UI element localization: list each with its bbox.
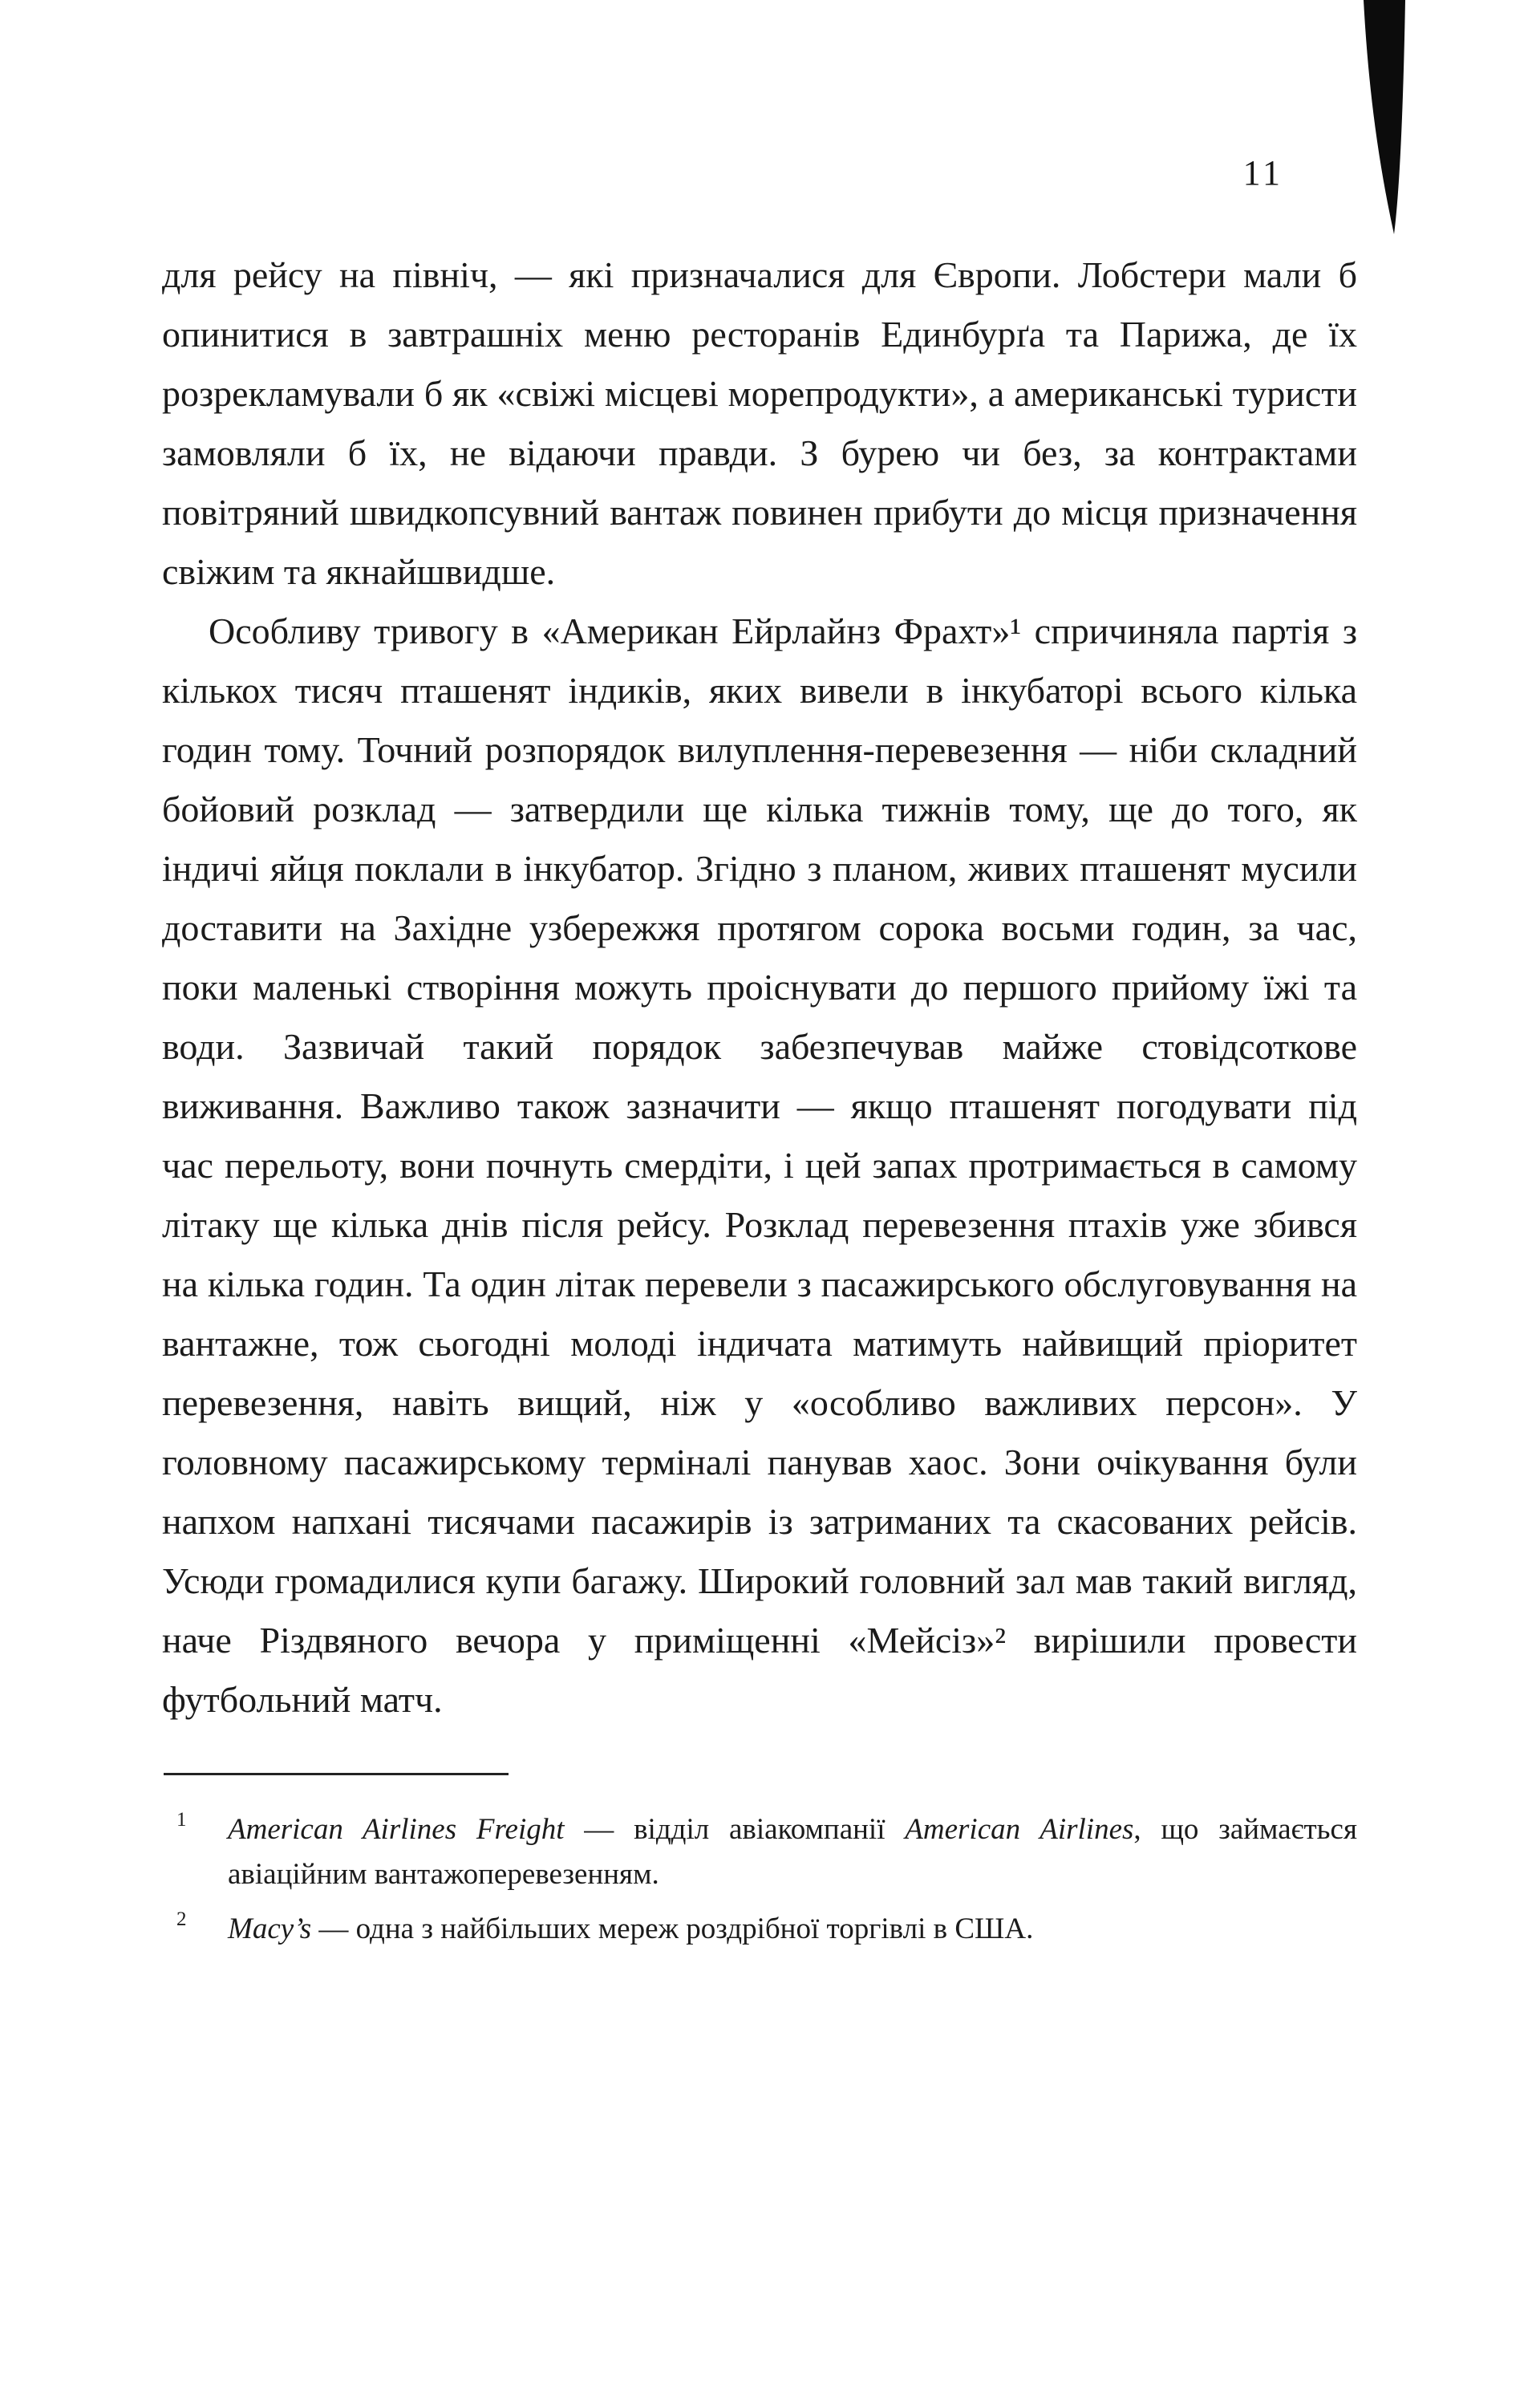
text-column <box>162 245 1357 1952</box>
footnote-text: — одна з найбільших мереж роздрібної торгівлі в США. <box>311 1912 1034 1945</box>
footnote-term: Macy’s <box>228 1912 312 1945</box>
footnote-text: , що займається авіаційним вантажоперевезенням. <box>228 1813 1357 1891</box>
footnote-marker: 1 <box>176 1809 187 1831</box>
paragraph: Особливу тривогу в «Американ Ейрлайнз Фрахт»¹ спричиняла партія з кількох тисяч пташенят індиків, яких вивели в інкубаторі всього кілька годин тому. Точний розпорядок вилуплення-перевезення — ніби складний бойовий розклад — затвердили ще кілька тижнів тому, ще до того, як індичі яйця поклали в інкубатор. Згідно з планом, живих пташенят мусили доставити на Західне узбережжя протягом сорока восьми годин, за час, поки маленькі створіння можуть проіснувати до першого прийому їжі та води. Зазвичай такий порядок забезпечував майже стовідсоткове виживання. Важливо також зазначити — якщо пташенят погодувати під час перельоту, вони почнуть смердіти, і цей запах протримається в самому літаку ще кілька днів після рейсу. Розклад перевезення птахів уже збився на кілька годин. Та один літак перевели з пасажирського обслуговування на вантажне, тож сьогодні молоді індичата матимуть найвищий пріоритет перевезення, навіть вищий, ніж у «особливо важливих персон». У головному пасажирському терміналі панував хаос. Зони очікування були напхом напхані тисячами пасажирів із затриманих та скасованих рейсів. Усюди громадилися купи багажу. Широкий головний зал мав такий вигляд, наче Різдвяного вечора у приміщенні «Мейсіз»² вирішили провести футбольний матч. <box>162 610 1357 1720</box>
footnotes-section <box>162 1798 1357 1952</box>
page-curl-shadow <box>1359 0 1415 241</box>
footnote-marker: 2 <box>176 1908 187 1930</box>
footnote-term: American Airlines Freight <box>228 1813 565 1846</box>
page-number: 11 <box>1242 153 1283 193</box>
footnote-term: American Airlines <box>905 1813 1134 1846</box>
paragraph: для рейсу на північ, — які призначалися для Європи. Лобстери мали б опинитися в завтрашніх меню ресторанів Единбурґа та Парижа, де їх розрекламували б як «свіжі місцеві морепродукти», а американські туристи замовляли б їх, не відаючи правди. З бурею чи без, за контрактами повітряний швидкопсувний вантаж повинен прибути до місця призначення свіжим та якнайшвидше. <box>162 254 1357 592</box>
footnote <box>162 1798 1357 1897</box>
footnote-divider <box>164 1773 509 1775</box>
footnote <box>162 1897 1357 1952</box>
footnote-text: — відділ авіакомпанії <box>564 1813 906 1846</box>
